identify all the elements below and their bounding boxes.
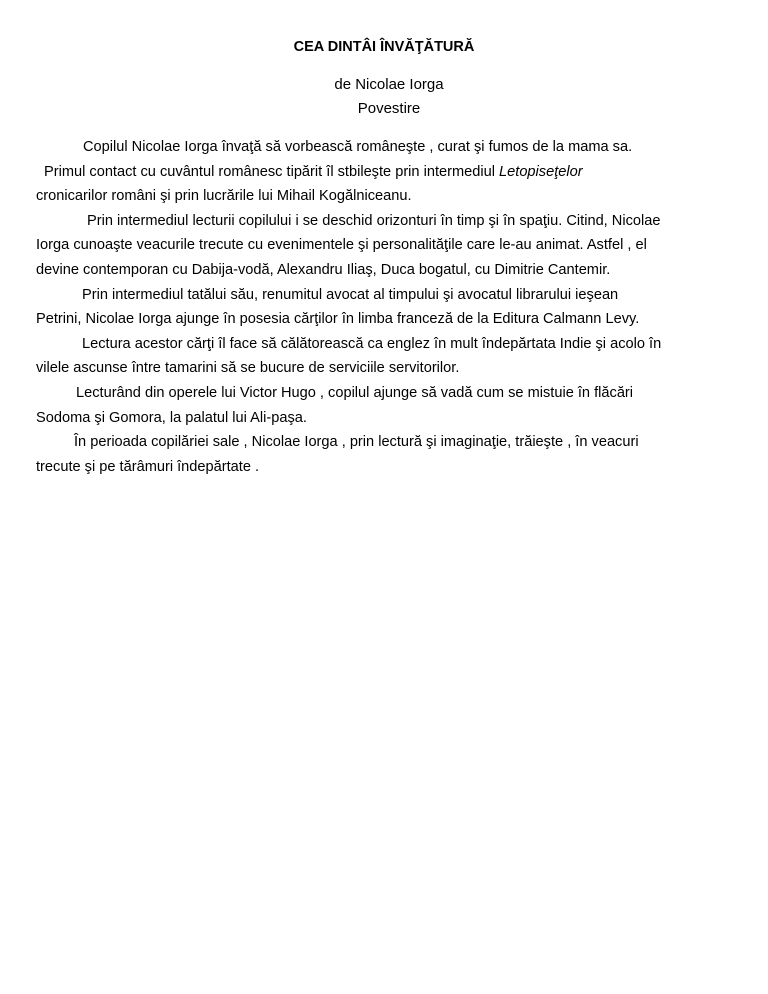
paragraph-7 (36, 430, 736, 479)
paragraph-3 (36, 209, 736, 283)
paragraph-6 (36, 381, 736, 430)
paragraph-line: devine contemporan cu Dabija-vodă, Alexandru Iliaş, Duca bogatul, cu Dimitrie Cantemir. (36, 261, 611, 278)
paragraph-line: Copilul Nicolae Iorga învaţă să vorbească româneşte , curat şi fumos de la mama sa. (83, 139, 633, 155)
paragraph-line: cronicarilor români şi prin lucrările lui Mihail Kogălniceanu. (36, 188, 412, 205)
paragraph-line: Prin intermediul tatălui său, renumitul avocat al timpului şi avocatul librarului ieşean (82, 286, 619, 303)
paragraph-line: trecute şi pe tărâmuri îndepărtate . (36, 458, 260, 475)
paragraph-2 (36, 160, 736, 209)
document-body (36, 135, 736, 479)
paragraph-line (36, 160, 736, 185)
italic-term: Letopiseţelor (499, 163, 583, 180)
document-title: CEA DINTÂI ÎNVĂŢĂTURĂ (293, 39, 475, 55)
document-genre: Povestire (357, 100, 421, 117)
paragraph-line: Prin intermediul lecturii copilului i se deschid orizonturi în timp şi în spaţiu. Citind, Nicolae (87, 212, 661, 229)
paragraph-line: Lectura acestor cărţi îl face să călătorească ca englez în mult îndepărtata Indie şi acolo în (82, 335, 662, 352)
paragraph-line: În perioada copilăriei sale , Nicolae Iorga , prin lectură şi imaginaţie, trăieşte , în veacuri (74, 434, 639, 451)
paragraph-line: Iorga cunoaşte veacurile trecute cu evenimentele şi personalităţile care le-au animat. Astfel , el (36, 237, 647, 254)
paragraph-line: Lecturând din operele lui Victor Hugo , copilul ajunge să vadă cum se mistuie în flăcări (76, 384, 634, 401)
paragraph-text: Primul contact cu cuvântul românesc tipărit îl stbileşte prin intermediul (44, 163, 500, 180)
paragraph-4 (36, 283, 736, 332)
document-author: de Nicolae Iorga (334, 76, 444, 93)
paragraph-line: Sodoma şi Gomora, la palatul lui Ali-paşa. (36, 409, 307, 426)
paragraph-5 (36, 332, 736, 381)
paragraph-line: vilele ascunse între tamarini să se bucure de serviciile servitorilor. (36, 360, 460, 377)
paragraph-line: Petrini, Nicolae Iorga ajunge în posesia cărţilor în limba franceză de la Editura Calmann Levy. (36, 311, 640, 328)
paragraph-1 (36, 135, 736, 160)
